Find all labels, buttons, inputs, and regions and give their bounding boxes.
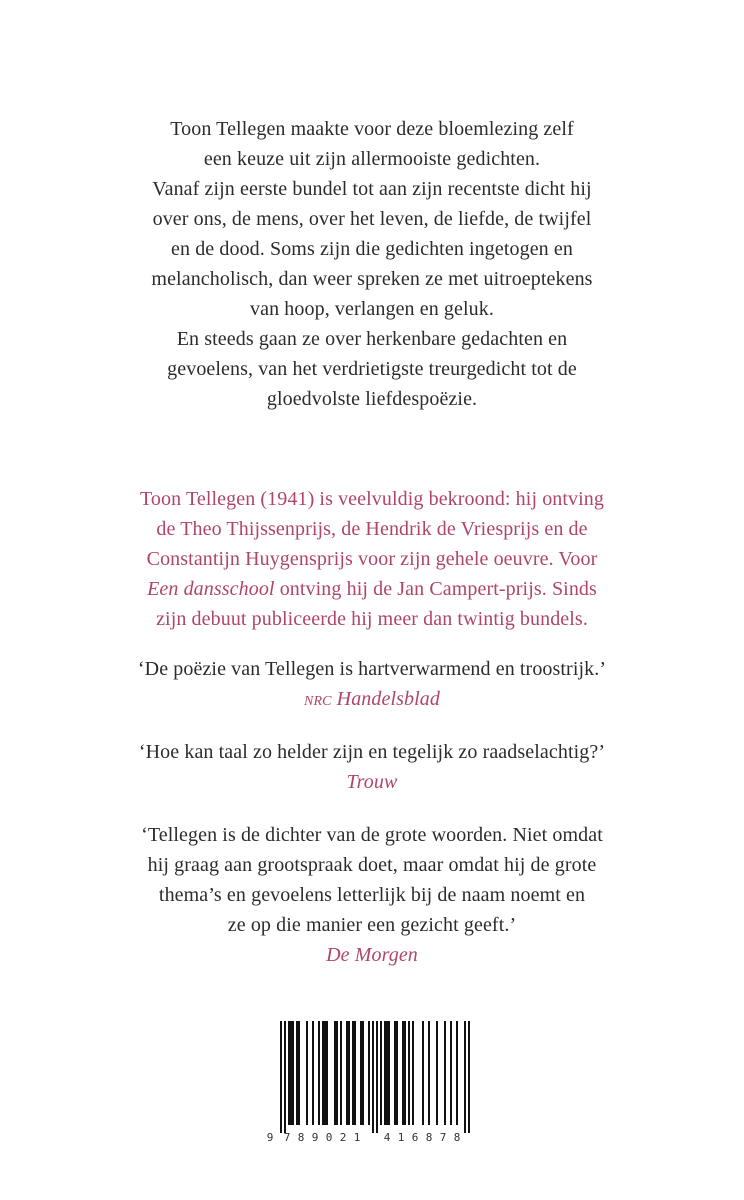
- barcode-bar: [322, 1021, 324, 1125]
- quote-text: thema’s en gevoelens letterlijk bij de naam noemt en: [158, 884, 586, 906]
- bio-line: zijn debuut publiceerde hij meer dan twintig bundels.: [156, 608, 588, 630]
- barcode-bar: [396, 1021, 398, 1125]
- book-title: Een dansschool: [147, 578, 275, 600]
- barcode-digit: 1: [397, 1131, 405, 1144]
- barcode-digit: 6: [411, 1131, 419, 1144]
- quote-source: [0, 684, 744, 714]
- barcode-bar: [334, 1021, 336, 1125]
- barcode-bar: [404, 1021, 406, 1125]
- barcode-bar: [288, 1021, 290, 1125]
- barcode-bar: [376, 1021, 378, 1133]
- barcode-bar: [436, 1021, 438, 1125]
- quote-source: Trouw: [346, 771, 398, 793]
- barcode-bar: [296, 1021, 298, 1125]
- barcode-bar: [352, 1021, 354, 1125]
- quote-text: ‘Tellegen is de dichter van de grote woorden. Niet omdat: [141, 824, 603, 846]
- barcode-digit: 2: [339, 1131, 347, 1144]
- barcode-bar: [428, 1021, 430, 1125]
- barcode-bar: [348, 1021, 350, 1125]
- barcode-bar: [380, 1021, 382, 1125]
- isbn-barcode: [266, 1021, 480, 1151]
- barcode-digit: 8: [425, 1131, 433, 1144]
- barcode-digit: 8: [453, 1131, 461, 1144]
- quote-text: ze op die manier een gezicht geeft.’: [227, 914, 517, 936]
- barcode-bar: [408, 1021, 410, 1125]
- barcode-bar: [290, 1021, 292, 1125]
- barcode-digit: 7: [439, 1131, 447, 1144]
- barcode-bar: [384, 1021, 386, 1125]
- intro-line: en de dood. Soms zijn die gedichten ingetogen en: [171, 238, 573, 260]
- intro-line: En steeds gaan ze over herkenbare gedachten en: [176, 328, 568, 350]
- bio-line-rest: ontving hij de Jan Campert-prijs. Sinds: [274, 578, 597, 600]
- barcode-digit: 7: [283, 1131, 291, 1144]
- barcode-bar: [312, 1021, 314, 1125]
- quote-text: ‘Hoe kan taal zo helder zijn en tegelijk zo raadselachtig?’: [138, 741, 606, 763]
- barcode-digit: 1: [353, 1131, 361, 1144]
- barcode-bar: [422, 1021, 424, 1125]
- barcode-digit: 9: [266, 1131, 274, 1144]
- review-quote: [0, 654, 744, 714]
- barcode-digit: 0: [325, 1131, 333, 1144]
- barcode-bar: [284, 1021, 286, 1133]
- barcode-bar: [450, 1021, 452, 1125]
- barcode-bar: [456, 1021, 458, 1125]
- barcode-bar: [386, 1021, 388, 1125]
- blurb-intro: [0, 114, 744, 414]
- review-quote: [0, 737, 744, 797]
- source-rest: Handelsblad: [331, 688, 440, 710]
- barcode-bar: [372, 1021, 374, 1133]
- review-quote: [0, 820, 744, 970]
- barcode-bar: [388, 1021, 390, 1125]
- barcode-bar: [292, 1021, 294, 1125]
- intro-line: over ons, de mens, over het leven, de liefde, de twijfel: [152, 208, 592, 230]
- barcode-bar: [336, 1021, 338, 1125]
- barcode-bar: [362, 1021, 364, 1125]
- quote-text: ‘De poëzie van Tellegen is hartverwarmend en troostrijk.’: [137, 658, 607, 680]
- intro-line: van hoop, verlangen en geluk.: [250, 298, 494, 320]
- barcode-bars: [270, 1021, 480, 1133]
- barcode-bar: [394, 1021, 396, 1125]
- barcode-bar: [412, 1021, 414, 1125]
- barcode-bar: [368, 1021, 370, 1125]
- quote-text: hij graag aan grootspraak doet, maar omdat hij de grote: [147, 854, 597, 876]
- barcode-bar: [360, 1021, 362, 1125]
- barcode-bar: [298, 1021, 300, 1125]
- barcode-bar: [468, 1021, 470, 1133]
- barcode-bar: [306, 1021, 308, 1125]
- barcode-digit: 8: [297, 1131, 305, 1144]
- barcode-bar: [402, 1021, 404, 1125]
- intro-line: een keuze uit zijn allermooiste gedichten.: [203, 148, 541, 170]
- barcode-bar: [324, 1021, 326, 1125]
- barcode-bar: [354, 1021, 356, 1125]
- barcode-bar: [464, 1021, 466, 1133]
- intro-line: Vanaf zijn eerste bundel tot aan zijn recentste dicht hij: [152, 178, 592, 200]
- source-prefix: nrc: [304, 688, 332, 710]
- intro-line: gloedvolste liefdespoëzie.: [266, 388, 478, 410]
- barcode-digit: 9: [311, 1131, 319, 1144]
- barcode-bar: [318, 1021, 320, 1125]
- intro-line: Toon Tellegen maakte voor deze bloemlezing zelf: [170, 118, 574, 140]
- barcode-bar: [340, 1021, 342, 1125]
- bio-line: de Theo Thijssenprijs, de Hendrik de Vriesprijs en de: [156, 518, 588, 540]
- barcode-bar: [280, 1021, 282, 1133]
- intro-line: melancholisch, dan weer spreken ze met uitroeptekens: [151, 268, 593, 290]
- bio-line: Toon Tellegen (1941) is veelvuldig bekroond: hij ontving: [139, 488, 605, 510]
- barcode-bar: [346, 1021, 348, 1125]
- barcode-digit: 4: [383, 1131, 391, 1144]
- barcode-bar: [326, 1021, 328, 1125]
- bio-line: [0, 574, 744, 604]
- intro-line: gevoelens, van het verdrietigste treurgedicht tot de: [167, 358, 577, 380]
- author-bio: [0, 484, 744, 634]
- bio-line: Constantijn Huygensprijs voor zijn gehele oeuvre. Voor: [146, 548, 598, 570]
- barcode-bar: [444, 1021, 446, 1125]
- quote-source: De Morgen: [326, 944, 418, 966]
